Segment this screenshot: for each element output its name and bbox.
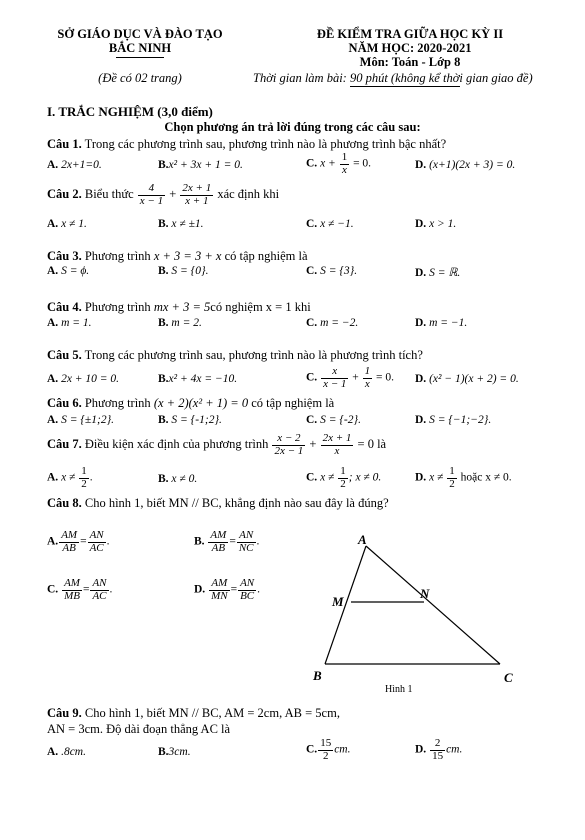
exam-title: ĐỀ KIỂM TRA GIỮA HỌC KỲ II (316, 27, 504, 41)
q3-option-c[interactable]: C. S = {3}. (306, 265, 358, 277)
question-7: Câu 7. Điều kiện xác định của phương trình $\frac{x - 2}{2x - 1}$ + $\frac{2x + 1}{x}$ = 0 là (47, 432, 387, 457)
question-6: Câu 6. Phương trình (x + 2)(x² + 1) = 0 có tập nghiệm là (47, 396, 335, 410)
q4-option-a[interactable]: A. m = 1. (47, 317, 92, 329)
q8-option-a[interactable]: A. $\frac{AM}{AB}$ = $\frac{AN}{AC}$ . (47, 529, 110, 554)
subject: Môn: Toán - Lớp 8 (359, 55, 461, 69)
q2-option-a[interactable]: A. x ≠ 1. (47, 218, 87, 230)
section-title: I. TRẮC NGHIỆM (3,0 điểm) (47, 104, 213, 119)
q3-option-d[interactable]: D. S = ℝ. (415, 267, 461, 279)
q6-option-d[interactable]: D. S = {−1;−2}. (415, 414, 492, 426)
question-2: Câu 2. Biểu thức $\frac{4}{x - 1}$ + $\frac{2x + 1}{x + 1}$ xác định khi (47, 182, 280, 207)
school-year: NĂM HỌC: 2020-2021 (348, 41, 472, 55)
question-9-line2: AN = 3cm. Độ dài đoạn thẳng AC là (47, 722, 231, 736)
vertex-a-label: A (358, 532, 367, 547)
q6-option-b[interactable]: B. S = {-1;2}. (158, 414, 222, 426)
q2-option-d[interactable]: D. x > 1. (415, 218, 457, 230)
q7-option-d[interactable]: D. x ≠ $\frac{1}{2}$ hoặc x ≠ 0. (415, 465, 512, 490)
question-9-line1: Câu 9. Cho hình 1, biết MN // BC, AM = 2cm, AB = 5cm, (47, 706, 340, 720)
q1-option-d[interactable]: D. (x+1)(2x + 3) = 0. (415, 159, 516, 171)
q9-option-b[interactable]: B.3cm. (158, 746, 191, 758)
q2-option-b[interactable]: B. x ≠ ±1. (158, 218, 204, 230)
q1-option-b[interactable]: B.x² + 3x + 1 = 0. (158, 159, 243, 171)
q3-option-a[interactable]: A. S = ϕ. (47, 265, 90, 277)
vertex-c-label: C (504, 670, 513, 685)
q5-option-b[interactable]: B.x² + 4x = −10. (158, 373, 238, 385)
q8-option-c[interactable]: C. $\frac{AM}{MB}$ = $\frac{AN}{AC}$ . (47, 577, 113, 602)
q4-option-b[interactable]: B. m = 2. (158, 317, 202, 329)
question-3: Câu 3. Phương trình x + 3 = 3 + x có tập nghiệm là (47, 249, 308, 263)
header-underline-right (350, 86, 460, 87)
q1-option-c[interactable]: C. x + $\frac{1}{x}$ = 0. (306, 151, 372, 176)
q9-option-a[interactable]: A. .8cm. (47, 746, 86, 758)
q7-option-b[interactable]: B. x ≠ 0. (158, 473, 198, 485)
time-note: Thời gian làm bài: 90 phút (không kể thời gian giao đề) (253, 71, 533, 85)
q8-option-b[interactable]: B. $\frac{AM}{AB}$ = $\frac{AN}{NC}$ . (194, 529, 260, 554)
edge-ac (366, 546, 500, 664)
q9-option-c[interactable]: C. $\frac{15}{2}$ cm. (306, 737, 351, 762)
q6-option-a[interactable]: A. S = {±1;2}. (47, 414, 115, 426)
q5-option-c[interactable]: C. $\frac{x}{x - 1}$ + $\frac{1}{x}$ = 0. (306, 365, 394, 390)
q1-option-a[interactable]: A. 2x+1=0. (47, 159, 102, 171)
point-n-label: N (420, 586, 430, 601)
vertex-b-label: B (313, 668, 322, 683)
q4-option-c[interactable]: C. m = −2. (306, 317, 359, 329)
question-4: Câu 4. Phương trình mx + 3 = 5có nghiệm x = 1 khi (47, 300, 311, 314)
question-8: Câu 8. Cho hình 1, biết MN // BC, khẳng định nào sau đây là đúng? (47, 496, 389, 510)
header-underline-left (116, 57, 164, 58)
question-1: Câu 1. Trong các phương trình sau, phương trình nào là phương trình bậc nhất? (47, 137, 447, 151)
q2-option-c[interactable]: C. x ≠ −1. (306, 218, 354, 230)
q8-option-d[interactable]: D. $\frac{AM}{MN}$ = $\frac{AN}{BC}$ . (194, 577, 260, 602)
section-instruction: Chọn phương án trả lời đúng trong các câu sau: (164, 120, 421, 134)
figure-caption: Hình 1 (385, 684, 413, 695)
school-dept: SỞ GIÁO DỤC VÀ ĐÀO TẠO (57, 27, 223, 41)
q5-option-d[interactable]: D. (x² − 1)(x + 2) = 0. (415, 373, 519, 385)
q4-option-d[interactable]: D. m = −1. (415, 317, 468, 329)
q9-option-d[interactable]: D. $\frac{2}{15}$ cm. (415, 737, 463, 762)
q7-option-a[interactable]: A. x ≠ $\frac{1}{2}$ . (47, 465, 93, 490)
point-m-label: M (332, 594, 344, 609)
q6-option-c[interactable]: C. S = {-2}. (306, 414, 361, 426)
q7-option-c[interactable]: C. x ≠ $\frac{1}{2}$ ; x ≠ 0. (306, 465, 382, 490)
q3-option-b[interactable]: B. S = {0}. (158, 265, 209, 277)
question-5: Câu 5. Trong các phương trình sau, phương trình nào là phương trình tích? (47, 348, 423, 362)
page-count-note: (Đề có 02 trang) (98, 71, 182, 85)
province: BẮC NINH (108, 41, 172, 55)
q5-option-a[interactable]: A. 2x + 10 = 0. (47, 373, 120, 385)
figure-triangle (300, 528, 530, 698)
